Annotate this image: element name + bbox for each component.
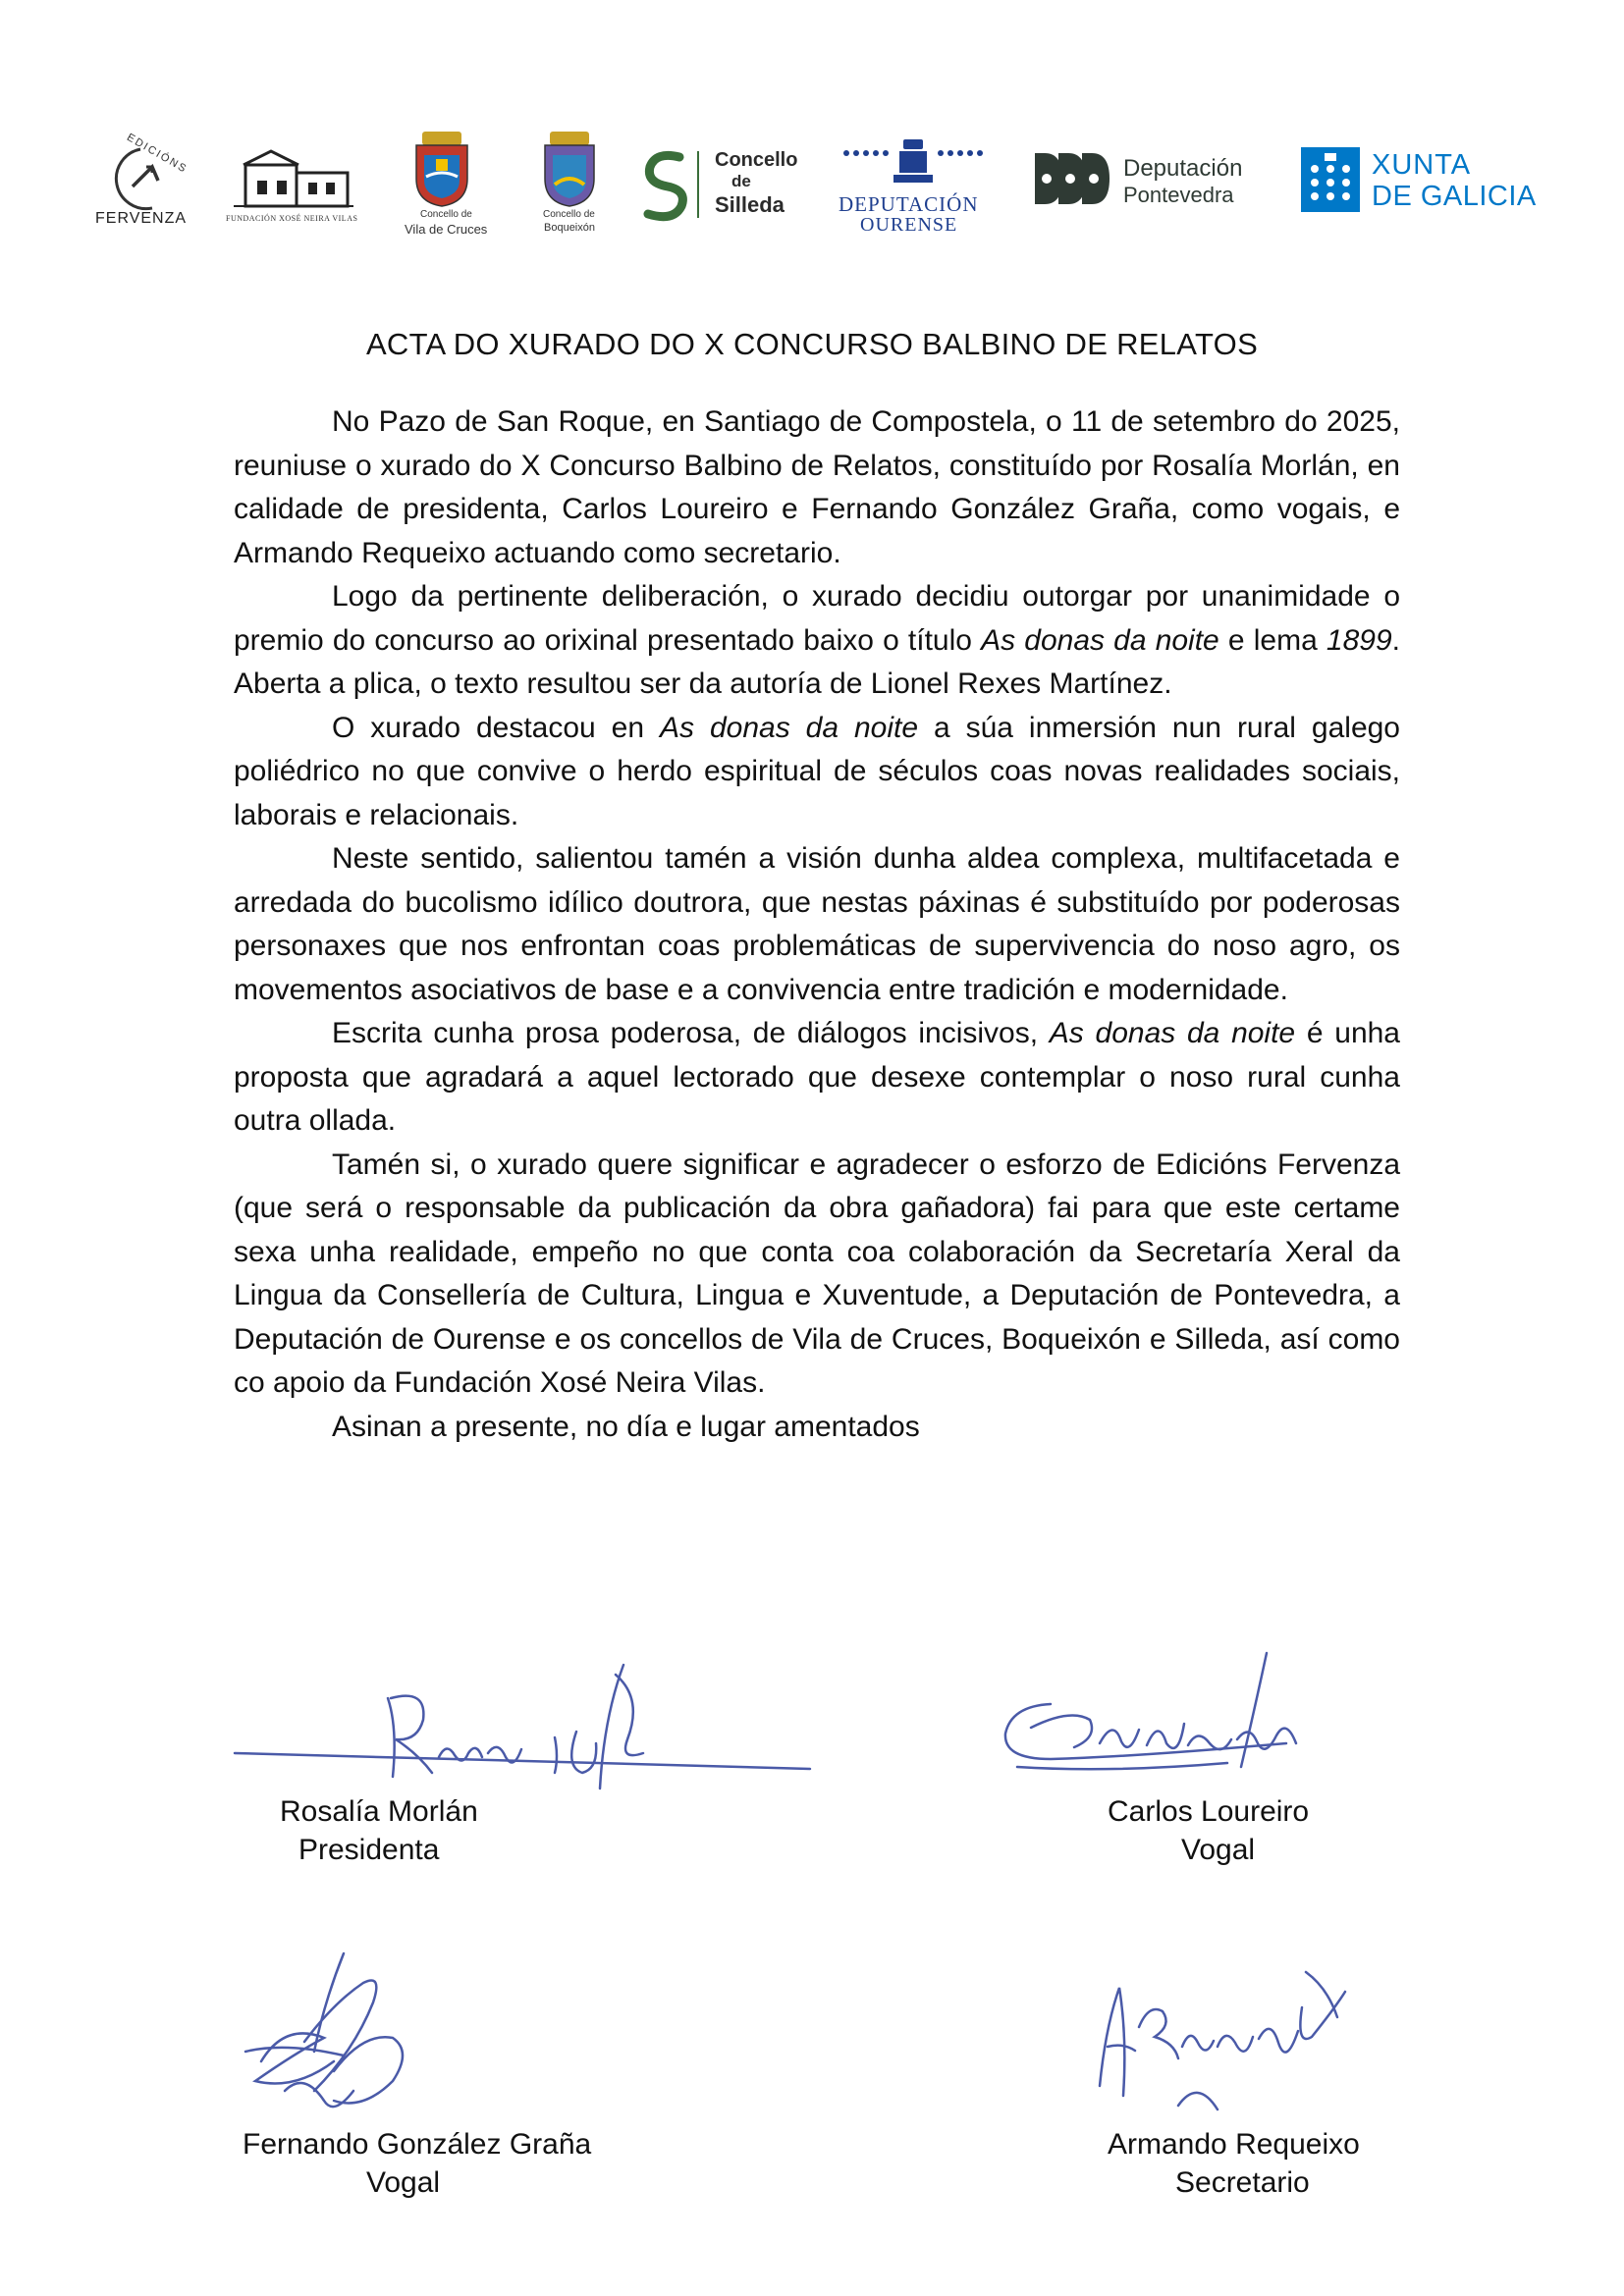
paragraph-4: Neste sentido, salientou tamén a visión dunha aldea complexa, multifacetada e arredada do bucolismo idílico doutrora, que nestas páxinas é substituído por poderosas personaxes que nos enfrontan coas problemáticas de supervivencia do noso agro, os movementos asociativos de base e a convivencia entre tradición e modernidade.: [234, 842, 1400, 1006]
xunta-label-2: DE GALICIA: [1372, 181, 1537, 212]
signature-fernando-gonzalez-grana: [226, 1944, 452, 2130]
silleda-label-1: Concello: [715, 149, 798, 171]
fervenza-name: FERVENZA: [95, 210, 188, 227]
pontevedra-label-2: Pontevedra: [1123, 183, 1234, 207]
signature-carlos-loureiro: [992, 1649, 1326, 1796]
edicions-fervenza-logo: [95, 132, 201, 231]
signature-rosalia-morlan: [231, 1659, 820, 1796]
work-title: As donas da noite: [660, 711, 919, 744]
deputacion-ourense-logo: [835, 137, 992, 240]
boqueixon-label-1: Concello de: [543, 209, 595, 220]
signatory-role-1: Presidenta: [298, 1834, 440, 1866]
paragraph-5: Escrita cunha prosa poderosa, de diálogos incisivos, As donas da noite é unha proposta que agradará a aquel lectorado que desexe contemplar o noso rural cunha outra ollada.: [234, 1017, 1400, 1137]
signatory-name-1: Rosalía Morlán: [280, 1795, 478, 1828]
boqueixon-shield-icon: [525, 130, 614, 208]
signatory-name-4: Armando Requeixo: [1108, 2128, 1360, 2161]
silleda-label-2: de: [731, 172, 751, 190]
paragraph-2: Logo da pertinente deliberación, o xurado decidiu outorgar por unanimidade o premio do concurso ao orixinal presentado baixo o título As donas da noite e lema 1899. Aberta a plica, o texto resultou ser da autoría de Lionel Rexes Martínez.: [234, 580, 1401, 700]
paragraph-3: O xurado destacou en As donas da noite a súa inmersión nun rural galego poliédrico no que convive o herdo espiritual de séculos coas novas realidades sociais, laborais e relacionais.: [234, 711, 1400, 831]
neira-vilas-caption: FUNDACIÓN XOSÉ NEIRA VILAS: [226, 214, 358, 223]
xunta-de-galicia-logo: [1301, 147, 1537, 216]
document-title: ACTA DO XURADO DO X CONCURSO BALBINO DE RELATOS: [365, 327, 1259, 361]
concello-silleda-logo: [636, 147, 798, 226]
boqueixon-label-2: Boqueixón: [544, 222, 595, 234]
xunta-emblem-icon: [1301, 147, 1360, 212]
vila-de-cruces-label-1: Concello de: [420, 209, 472, 220]
signature-armando-requeixo: [1080, 1949, 1355, 2115]
concello-boqueixon-logo: [525, 130, 614, 240]
paragraph-7: Asinan a presente, no día e lugar amentados: [332, 1410, 920, 1443]
document-body: [234, 400, 1400, 1449]
signatory-name-3: Fernando González Graña: [243, 2128, 592, 2161]
signatory-role-3: Vogal: [366, 2166, 441, 2199]
work-motto: 1899: [1326, 623, 1392, 657]
work-title: As donas da noite: [1049, 1017, 1296, 1049]
silleda-s-icon: [636, 147, 695, 224]
ourense-label-1: DEPUTACIÓN: [839, 192, 979, 216]
silleda-label-3: Silleda: [715, 192, 785, 217]
ourense-label-2: OURENSE: [860, 214, 958, 236]
concello-vila-de-cruces-logo: [393, 130, 491, 240]
pontevedra-label-1: Deputación: [1123, 155, 1243, 182]
paragraph-1: No Pazo de San Roque, en Santiago de Compostela, o 11 de setembro do 2025, reuniuse o xurado do X Concurso Balbino de Relatos, constituído por Rosalía Morlán, en calidade de presidenta, Carlos Loureiro e Fernando González Graña, como vogais, e Armando Requeixo actuando como secretario.: [234, 405, 1400, 569]
paragraph-6: Tamén si, o xurado quere significar e agradecer o esforzo de Edicións Fervenza (que será o responsable da publicación da obra gañadora) fai para que este certame sexa unha realidade, empeño no que conta coa colaboración da Secretaría Xeral da Lingua da Consellería de Cultura, Lingua e Xuventude, a Deputación de Pontevedra, a Deputación de Ourense e os concellos de Vila de Cruces, Boqueixón e Silleda, así como co apoio da Fundación Xosé Neira Vilas.: [234, 1148, 1400, 1399]
fervenza-arc-text: EDICIÓNS: [125, 132, 189, 176]
deputacion-pontevedra-logo: [1033, 147, 1269, 216]
xunta-label-1: XUNTA: [1372, 149, 1472, 181]
signatory-role-2: Vogal: [1181, 1834, 1256, 1866]
fundacion-neira-vilas-logo: [224, 147, 356, 226]
vila-de-cruces-shield-icon: [393, 130, 491, 208]
signatory-role-4: Secretario: [1175, 2166, 1310, 2199]
ourense-emblem-icon: [835, 137, 992, 187]
signatory-name-2: Carlos Loureiro: [1108, 1795, 1310, 1828]
house-icon: [224, 147, 356, 211]
header-logos: [0, 0, 1624, 275]
work-title: As donas da noite: [981, 623, 1219, 657]
vila-de-cruces-label-2: Vila de Cruces: [405, 222, 488, 237]
pontevedra-emblem-icon: [1033, 147, 1111, 210]
